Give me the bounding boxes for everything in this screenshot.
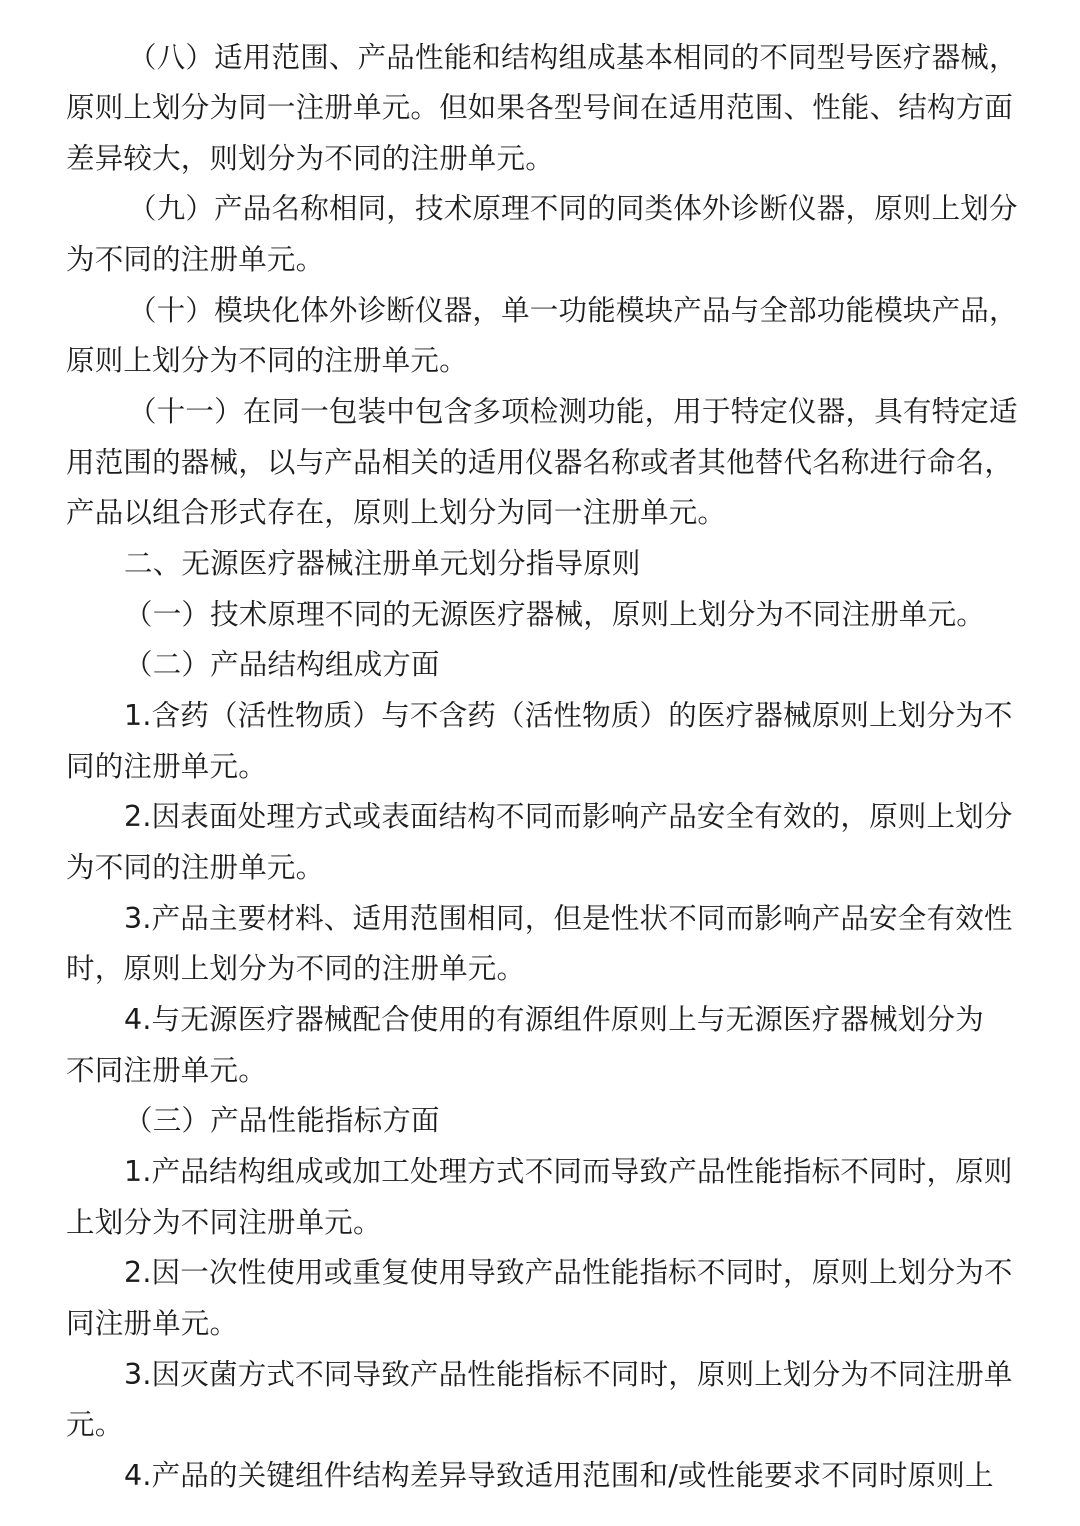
- text-line: 3.因灭菌方式不同导致产品性能指标不同时，原则上划分为不同注册单: [124, 1358, 1013, 1391]
- text-line: 为不同的注册单元。: [66, 851, 325, 884]
- text-line: 产品以组合形式存在，原则上划分为同一注册单元。: [66, 496, 727, 529]
- text-line: 上划分为不同注册单元。: [66, 1206, 382, 1239]
- text-line: 差异较大，则划分为不同的注册单元。: [66, 142, 554, 175]
- text-line: 原则上划分为同一注册单元。但如果各型号间在适用范围、性能、结构方面: [66, 91, 1014, 124]
- subsection-heading: （三）产品性能指标方面: [124, 1104, 440, 1137]
- text-line: 原则上划分为不同的注册单元。: [66, 344, 468, 377]
- text-line: 用范围的器械，以与产品相关的适用仪器名称或者其他替代名称进行命名，: [66, 446, 1014, 479]
- text-line: （八）适用范围、产品性能和结构组成基本相同的不同型号医疗器械，: [128, 41, 1018, 74]
- text-line: 同的注册单元。: [66, 750, 267, 783]
- text-line: 元。: [66, 1408, 124, 1441]
- text-line: 1.含药（活性物质）与不含药（活性物质）的医疗器械原则上划分为不: [124, 699, 1013, 732]
- text-line: 4.与无源医疗器械配合使用的有源组件原则上与无源医疗器械划分为: [124, 1003, 984, 1036]
- text-line: 3.产品主要材料、适用范围相同，但是性状不同而影响产品安全有效性: [124, 902, 1013, 935]
- text-line: 时，原则上划分为不同的注册单元。: [66, 952, 526, 985]
- text-line: 4.产品的关键组件结构差异导致适用范围和/或性能要求不同时原则上: [124, 1459, 994, 1492]
- text-line: 同注册单元。: [66, 1307, 239, 1340]
- text-line: （九）产品名称相同，技术原理不同的同类体外诊断仪器，原则上划分: [128, 192, 1018, 225]
- text-line: （一）技术原理不同的无源医疗器械，原则上划分为不同注册单元。: [124, 598, 986, 631]
- text-line: 不同注册单元。: [66, 1054, 267, 1087]
- text-line: （十一）在同一包装中包含多项检测功能，用于特定仪器，具有特定适: [128, 395, 1018, 428]
- subsection-heading: （二）产品结构组成方面: [124, 648, 440, 681]
- text-line: 1.产品结构组成或加工处理方式不同而导致产品性能指标不同时，原则: [124, 1155, 1013, 1188]
- text-line: 2.因表面处理方式或表面结构不同而影响产品安全有效的，原则上划分: [124, 800, 1013, 833]
- section-heading: 二、无源医疗器械注册单元划分指导原则: [124, 547, 641, 580]
- text-line: 2.因一次性使用或重复使用导致产品性能指标不同时，原则上划分为不: [124, 1256, 1013, 1289]
- text-line: 为不同的注册单元。: [66, 243, 325, 276]
- text-line: （十）模块化体外诊断仪器，单一功能模块产品与全部功能模块产品，: [128, 294, 1018, 327]
